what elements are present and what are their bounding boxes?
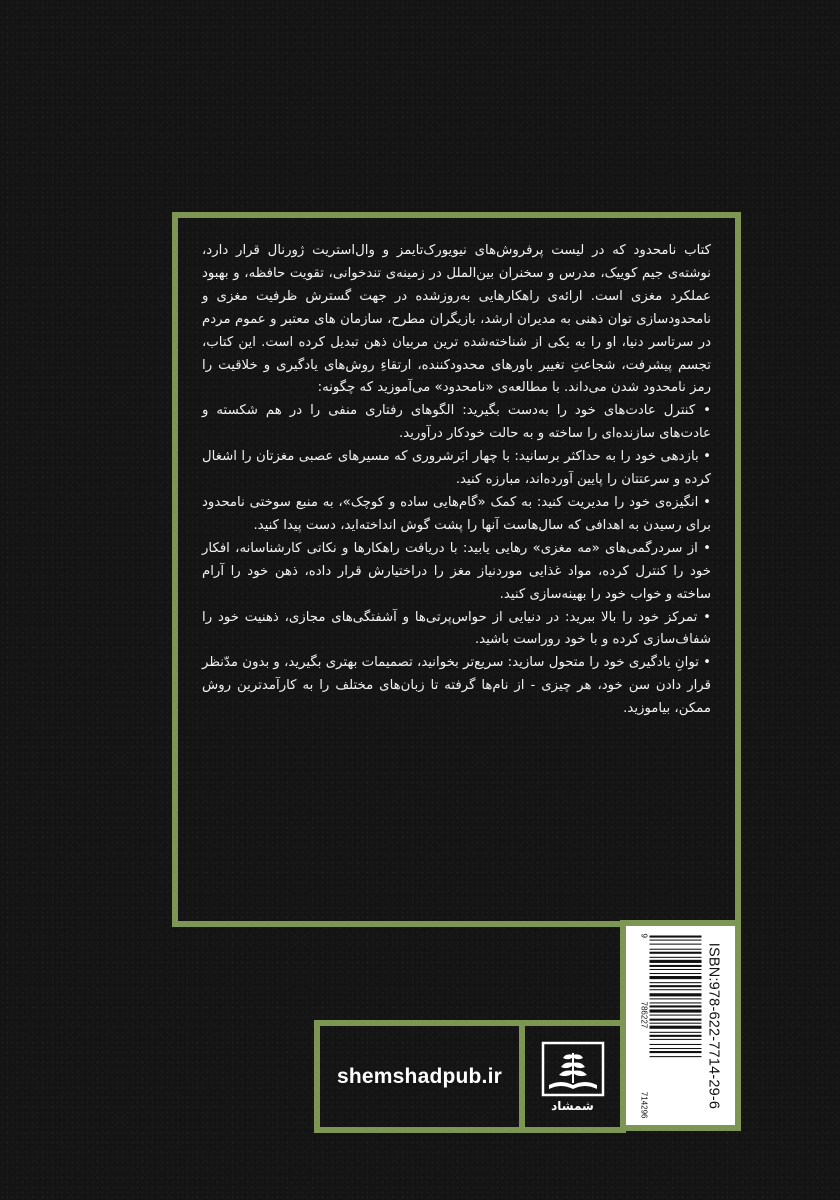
blurb-bullet-habits: • کنترل عادت‌های خود را به‌دست بگیرید: الگوهای رفتاری منفی را در هم شکسته و عادت‌های سازنده‌ای را ساخته و به حالت خودکار درآورید. — [202, 403, 711, 442]
blurb-bullet-brain-fog: • از سردرگمی‌های «مه مغزی» رهایی یابید: با دریافت راهکارها و نکاتی کارشناسانه، افکار خود را کنترل کرده، مواد غذایی موردنیاز مغز را دراختیارش قرار داده، ذهن خود را آرام ساخته و خواب خود را بهینه‌سازی کنید. — [202, 540, 711, 602]
blurb-bullet-motivation: • انگیزه‌ی خود را مدیریت کنید: به کمک «گام‌هایی ساده و کوچک»، به منبع سوختی نامحدود برای رسیدن به اهدافی که سال‌هاست آنها را پشت گوش انداخته‌اید، دست پیدا کنید. — [202, 494, 711, 533]
isbn-number: ISBN:978-622-7714-29-6 — [705, 942, 722, 1109]
website-box — [314, 1020, 525, 1133]
publisher-logo-box — [519, 1020, 626, 1133]
barcode-digit-group-2: 786227 — [639, 1001, 649, 1028]
barcode-digits — [640, 933, 649, 1118]
blurb-bullet-productivity: • بازدهی خود را به حداکثر برسانید: با چهار ابَرشروری که مسیرهای عصبی مغزتان را اشغال کرده و سرعتتان را پایین آورده‌اند، مبارزه کنید. — [202, 449, 711, 488]
isbn-barcode-box — [620, 920, 741, 1131]
isbn-rotated-group — [628, 928, 733, 1123]
publisher-logo-name: شمشاد — [551, 1098, 594, 1113]
barcode-image — [650, 933, 702, 1118]
blurb-box — [172, 212, 741, 927]
book-plant-icon — [541, 1041, 605, 1097]
blurb-bullet-focus: • تمرکز خود را بالا ببرید: در دنیایی از حواس‌پرتی‌ها و آشفتگی‌های مجازی، ذهنیت خود را شفاف‌سازی کرده و با خود روراست باشید. — [202, 609, 711, 648]
blurb-bullet-learning: • توانِ یادگیری خود را متحول سازید: سریع‌تر بخوانید، تصمیمات بهتری بگیرید، و بدون مدّنظر قرار دادن سن خود، هر چیزی - از نام‌ها گرفته تا زبان‌های مختلف را به کارآمدترین روش ممکن، بیاموزید. — [202, 655, 711, 717]
publisher-website[interactable]: shemshadpub.ir — [337, 1064, 502, 1088]
blurb-intro: کتاب نامحدود که در لیست پرفروش‌های نیویورک‌تایمز و وال‌استریت ژورنال قرار دارد، نوشته‌ی جیم کوییک، مدرس و سخنران بین‌الملل در زمینه‌ی تندخوانی، تقویت حافظه، و بهبود عملکرد مغزی است. ارائه‌ی راهکارهایی به‌روزشده در جهت گسترش ظرفیت مغزی و نامحدودسازی توان ذهنی به مدیران ارشد، بازیگران مطرح، سازمان های معتبر و عموم مردم در سرتاسر دنیا، او را به یکی از شناخته‌شده ترین مربیان ذهن تبدیل کرده است. این کتاب، تجسم پیشرفت، شجاعتِ تغییر باورهای محدودکننده، ارتقاءِ روش‌های یادگیری و خلاقیت را رمز نامحدود شدن می‌داند. با مطالعه‌ی «نامحدود» می‌آموزید که چگونه: — [202, 243, 711, 396]
barcode-digit-group-3: 714296 — [639, 1091, 649, 1118]
barcode-digit-group-1: 9 — [639, 933, 649, 938]
